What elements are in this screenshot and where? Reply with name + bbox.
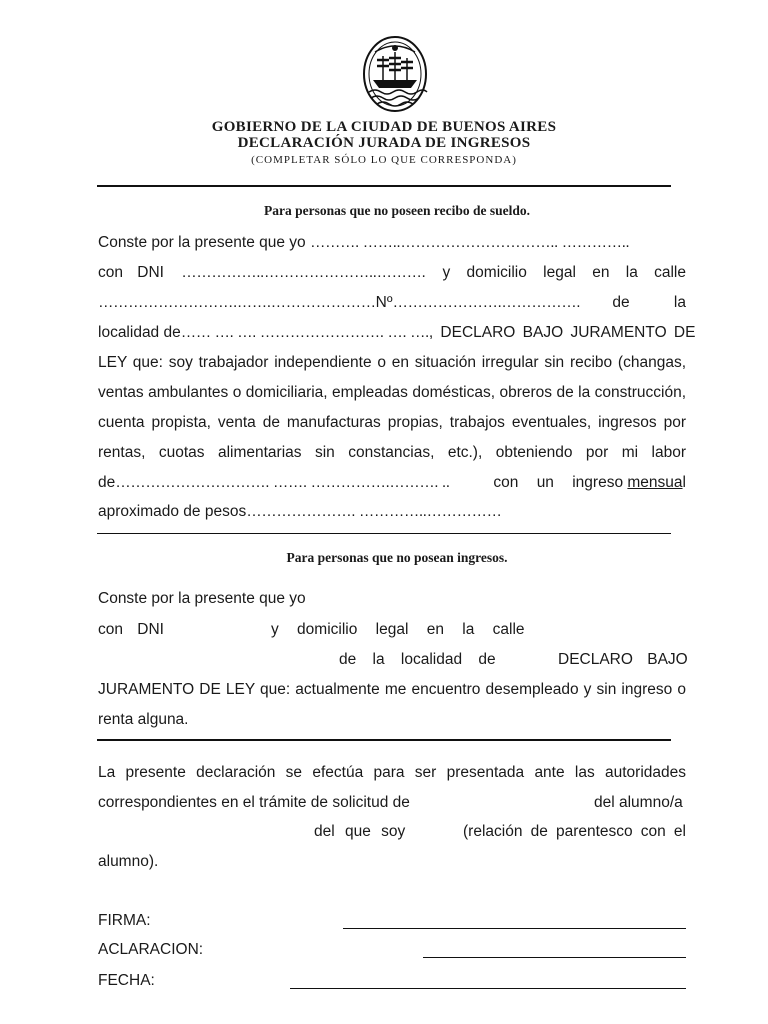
section1-line1 [98, 234, 629, 252]
section3-line2-a: correspondientes en el trámite de solicitud de [98, 794, 410, 811]
section1-title: Para personas que no poseen recibo de sueldo. [263, 203, 531, 218]
document-title-government: GOBIERNO DE LA CIUDAD DE BUENOS AIRES [211, 119, 557, 135]
number-field[interactable]: ………………….……………. [392, 294, 581, 311]
section3-line3-b: (relación de parentesco con el [463, 823, 686, 840]
section2-address-label: y domicilio legal en la calle [271, 621, 525, 638]
income-label: con un ingreso [493, 474, 624, 491]
firma-label: FIRMA: [98, 912, 151, 929]
section3-line1: La presente declaración se efectúa para ser presentada ante las autoridades [98, 764, 686, 781]
amount-field[interactable]: …………………. …………..…………… [246, 503, 502, 520]
dni-field[interactable]: ……………..…………………..………. [181, 264, 426, 281]
amount-label: aproximado de pesos [98, 503, 247, 520]
section2-title: Para personas que no posean ingresos. [286, 550, 508, 565]
section2-line5: renta alguna. [98, 711, 189, 728]
section1-line6: ventas ambulantes o domiciliaria, empleadas domésticas, obreros de la construcción, [98, 384, 686, 401]
section2-line4: JURAMENTO DE LEY que: actualmente me encuentro desempleado y sin ingreso o [98, 681, 686, 698]
locality-label: localidad de [98, 324, 181, 341]
fecha-label: FECHA: [98, 972, 155, 989]
section1-line1-text: Conste por la presente que yo [98, 234, 306, 251]
labor-field[interactable]: …………………………. ……. …………….………. .. [115, 474, 450, 491]
aclaracion-label: ACLARACION: [98, 941, 204, 958]
divider-section1 [97, 533, 671, 534]
locality-field[interactable]: …… …. …. ……………………. …. …. [180, 324, 429, 341]
section1-line5: LEY que: soy trabajador independiente o en situación irregular sin recibo (changas, [98, 354, 686, 371]
declaro-text: , DECLARO BAJO JURAMENTO DE [428, 324, 696, 341]
section1-line8: rentas, cuotas alimentarias sin constancias, etc.), obteniendo por mi labor [98, 444, 686, 461]
name-field[interactable]: ………. ……..………………………….. ………….. [309, 234, 630, 251]
city-seal-icon [361, 34, 429, 114]
section1-line2 [98, 264, 686, 282]
section1-line7: cuenta propista, venta de manufacturas propias, trabajos eventuales, ingresos por [98, 414, 686, 431]
address-label: y domicilio legal en la calle [442, 264, 686, 281]
section2-dni-label: con DNI [98, 621, 164, 638]
monthly-word-end: l [682, 474, 686, 491]
labor-label: de [98, 474, 116, 491]
document-title-declaration: DECLARACIÓN JURADA DE INGRESOS [237, 135, 531, 151]
section2-locality-label: de la localidad de [339, 651, 496, 668]
section1-line3 [98, 294, 686, 312]
fecha-line[interactable] [290, 988, 686, 989]
street-field[interactable]: ……………………….…….………………… [98, 294, 376, 311]
divider-section2 [97, 739, 671, 741]
section1-line9 [98, 474, 686, 492]
aclaracion-line[interactable] [423, 957, 686, 958]
section2-line1: Conste por la presente que yo [98, 590, 306, 607]
document-subtitle: (COMPLETAR SÓLO LO QUE CORRESPONDA) [251, 154, 517, 166]
section1-line10 [98, 503, 501, 521]
section2-declaro-text: DECLARO BAJO [558, 651, 688, 668]
monthly-word: mensua [627, 474, 683, 491]
section1-line4 [98, 324, 696, 342]
section3-line2-b: del alumno/a [594, 794, 683, 811]
divider-header [97, 185, 671, 187]
de-la-label: de la [612, 294, 686, 311]
dni-label: con DNI [98, 264, 164, 281]
section3-line4: alumno). [98, 853, 159, 870]
number-label: Nº [375, 294, 393, 311]
section3-line3-a: del que soy [314, 823, 406, 840]
firma-line[interactable] [343, 928, 686, 929]
